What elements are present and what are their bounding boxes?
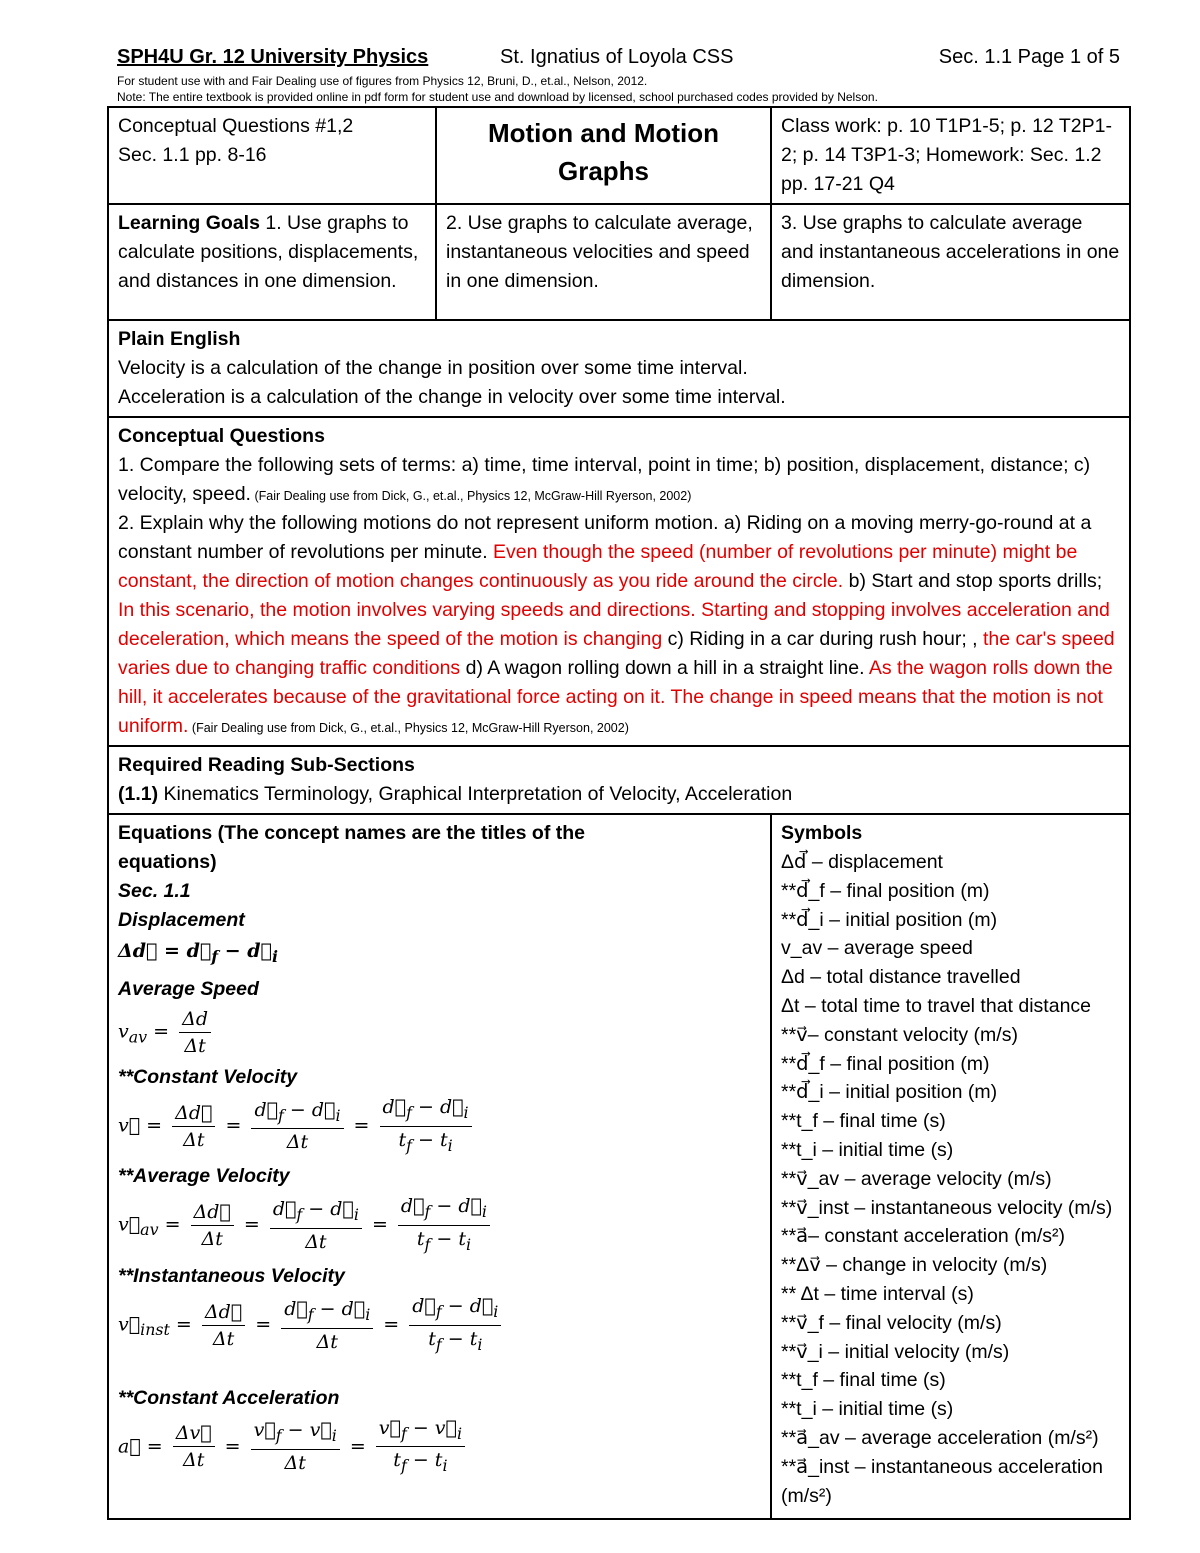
fair-dealing-note: For student use with and Fair Dealing use of figures from Physics 12, Bruni, D., et.al., Nelson, 2012. <box>117 74 648 88</box>
symbols-cell <box>771 814 1130 1519</box>
average-velocity-equation: $v⃗_{av}$ = $\frac{\Delta d⃗}{\Delta t}$ = $\frac{d⃗_f - d⃗_i}{\Delta t}$ = $\frac{d⃗_f - d⃗_i}{t_f - t_i}$ <box>118 1193 588 1258</box>
instantaneous-velocity-equation: $v⃗_{inst}$ = $\frac{\Delta d⃗}{\Delta t}$ = $\frac{d⃗_f - d⃗_i}{\Delta t}$ = $\frac{d⃗_f - d⃗_i}{t_f - t_i}$ <box>118 1293 588 1358</box>
equations-cell: Equations (The concept names are the titles of the equations) Sec. 1.1 Displacement Δd⃗ = $d_f - d_i$ Average Speed $v_{av}$ = $\frac{\Delta d}{\Delta t}$ **Constant Velocity v⃗ = $\frac{\Delta d⃗}{\Delta t}$ = $\frac{d⃗_f - d⃗_i}{\Delta t}$ = $\frac{d⃗_f - d⃗_i}{t_f - t_i}$ **Average Velocity $v⃗_{av}$ = $\frac{\Delta d⃗}{\Delta t}$ = $\frac{d⃗_f - d⃗_i}{\Delta t}$ = $\frac{d⃗_f - d⃗_i}{t_f - t_i}$ **Instantaneous Velocity $v⃗_{inst}$ = $\frac{\Delta d⃗}{\Delta t}$ = $\frac{d⃗_f - d⃗_i}{\Delta t}$ = $\frac{d⃗_f - d⃗_i}{t_f - t_i}$ **Constant Acceleration a⃗ = $\frac{\Delta v⃗}{\Delta t}$ = $\frac{v⃗_f - v⃗_i}{\Delta t}$ = $\frac{v⃗_f - v⃗_i}{t_f - t_i}$ <box>108 814 771 1519</box>
symbol-item: Δt – total time to travel that distance <box>781 994 1092 1017</box>
symbols-list <box>781 848 1120 1510</box>
symbol-item: **d⃗_i – initial position (m) <box>781 908 998 931</box>
lesson-table <box>107 106 1131 1520</box>
average-speed-title: Average Speed <box>118 977 259 1000</box>
symbol-item: **t_i – initial time (s) <box>781 1138 954 1161</box>
symbol-item: **a⃗– constant acceleration (m/s²) <box>781 1225 1065 1248</box>
course-title: SPH4U Gr. 12 University Physics <box>117 46 429 68</box>
reading-text: (1.1) Kinematics Terminology, Graphical Interpretation of Velocity, Acceleration <box>118 783 793 805</box>
answer-2b: In this scenario, the motion involves varying speeds and directions. Starting and stopping involves acceleration and deceleration, which means the speed of the motion is changing <box>118 599 1110 650</box>
instantaneous-velocity-title: **Instantaneous Velocity <box>118 1264 345 1287</box>
symbol-item: **a⃗_av – average acceleration (m/s²) <box>781 1426 1099 1449</box>
symbol-item: Δd – total distance travelled <box>781 966 1021 989</box>
answer-2d: As the wagon rolls down the hill, it accelerates because of the gravitational force acting on it. The change in speed means that the motion is not uniform. <box>118 657 1113 737</box>
lesson-title: Motion and Motion Graphs <box>436 107 771 204</box>
reading-row <box>108 746 1130 814</box>
symbol-item: **d⃗_i – initial position (m) <box>781 1081 998 1104</box>
classwork-cell: Class work: p. 10 T1P1-5; p. 12 T2P1-2; p. 14 T3P1-3; Homework: Sec. 1.2 pp. 17-21 Q4 <box>771 107 1130 204</box>
symbol-item: **v⃗_inst – instantaneous velocity (m/s) <box>781 1196 1113 1219</box>
equations-label: Equations (The concept names are the titles of the equations) <box>118 822 586 873</box>
question-1: 1. Compare the following sets of terms: a) time, time interval, point in time; b) position, displacement, distance; c) velocity, speed. (Fair Dealing use from Dick, G., et.al., Physics 12, McGraw-Hill Ryerson, 2002) <box>118 454 1091 505</box>
school-name: St. Ignatius of Loyola CSS <box>500 46 734 68</box>
question-2: 2. Explain why the following motions do not represent uniform motion. a) Riding on a moving merry-go-round at a constant number of revolutions per minute. Even though the speed (number of revolutions per minute) might be constant, the direction of motion changes continuously as you ride around the circle. b) Start and stop sports drills; In this scenario, the motion involves varying speeds and directions. Starting and stopping involves acceleration and deceleration, which means the speed of the motion is changing c) Riding in a car during rush hour; , the car's speed varies due to changing traffic conditions d) A wagon rolling down a hill in a straight line. As the wagon rolls down the hill, it accelerates because of the gravitational force acting on it. The change in speed means that the motion is not uniform. (Fair Dealing use from Dick, G., et.al., Physics 12, McGraw-Hill Ryerson, 2002) <box>118 512 1115 737</box>
constant-acceleration-title: **Constant Acceleration <box>118 1386 340 1409</box>
symbol-item: **d⃗_f – final position (m) <box>781 879 990 902</box>
constant-acceleration-equation: a⃗ = $\frac{\Delta v⃗}{\Delta t}$ = $\frac{v⃗_f - v⃗_i}{\Delta t}$ = $\frac{v⃗_f - v⃗_i}{t_f - t_i}$ <box>118 1415 588 1480</box>
symbol-item: **d⃗_f – final position (m) <box>781 1052 990 1075</box>
textbook-note: Note: The entire textbook is provided online in pdf form for student use and download by licensed, school purchased codes provided by Nelson. <box>117 90 878 104</box>
goal-3: 3. Use graphs to calculate average and instantaneous accelerations in one dimension. <box>771 204 1130 320</box>
page-number: Sec. 1.1 Page 1 of 5 <box>938 46 1120 68</box>
symbol-item: v_av – average speed <box>781 937 973 960</box>
header-row <box>108 107 1130 204</box>
constant-velocity-equation: v⃗ = $\frac{\Delta d⃗}{\Delta t}$ = $\frac{d⃗_f - d⃗_i}{\Delta t}$ = $\frac{d⃗_f - d⃗_i}{t_f - t_i}$ <box>118 1094 588 1159</box>
symbol-item: **v⃗_f – final velocity (m/s) <box>781 1311 1002 1334</box>
symbol-item: **t_f – final time (s) <box>781 1110 946 1133</box>
conceptual-questions-label: Conceptual Questions <box>118 425 325 447</box>
constant-velocity-title: **Constant Velocity <box>118 1065 298 1088</box>
plain-english-row: Plain English Velocity is a calculation of the change in position over some time interval. Acceleration is a calculation of the change in velocity over some time interval. <box>108 320 1130 417</box>
average-velocity-title: **Average Velocity <box>118 1165 290 1188</box>
page-header <box>117 46 1120 72</box>
plain-english-label: Plain English <box>118 328 241 350</box>
conceptual-questions-cell: Conceptual Questions #1,2 Sec. 1.1 pp. 8-16 <box>108 107 436 204</box>
average-speed-equation: $v_{av}$ = $\frac{\Delta d}{\Delta t}$ <box>118 1006 588 1059</box>
learning-goals-row <box>108 204 1130 320</box>
symbol-item: Δd⃗ – displacement <box>781 851 943 873</box>
symbol-item: **v⃗_i – initial velocity (m/s) <box>781 1340 1010 1363</box>
answer-2a: Even though the speed (number of revolutions per minute) might be constant, the direction of motion changes continuously as you ride around the circle. <box>118 541 1078 592</box>
symbol-item: **v⃗_av – average velocity (m/s) <box>781 1167 1052 1190</box>
goal-1: Learning Goals 1. Use graphs to calculate positions, displacements, and distances in one dimension. <box>108 204 436 320</box>
symbol-item: **Δv⃗ – change in velocity (m/s) <box>781 1254 1048 1277</box>
symbol-item: **v⃗– constant velocity (m/s) <box>781 1023 1018 1046</box>
symbol-item: **t_f – final time (s) <box>781 1369 946 1392</box>
symbol-item: **t_i – initial time (s) <box>781 1398 954 1421</box>
conceptual-questions-row <box>108 417 1130 746</box>
symbol-item: ** Δt – time interval (s) <box>781 1282 974 1305</box>
answer-2c: the car's speed varies due to changing traffic conditions <box>118 628 1115 679</box>
equations-symbols-row <box>108 814 1130 1519</box>
symbol-item: **a⃗_inst – instantaneous acceleration (m/s²) <box>781 1455 1103 1507</box>
symbols-label: Symbols <box>781 822 863 844</box>
displacement-title: Displacement <box>118 909 245 931</box>
reading-label: Required Reading Sub-Sections <box>118 754 415 776</box>
goal-2: 2. Use graphs to calculate average, instantaneous velocities and speed in one dimension. <box>436 204 771 320</box>
displacement-equation: Δd⃗ = $d_f - d_i$ <box>118 940 278 966</box>
